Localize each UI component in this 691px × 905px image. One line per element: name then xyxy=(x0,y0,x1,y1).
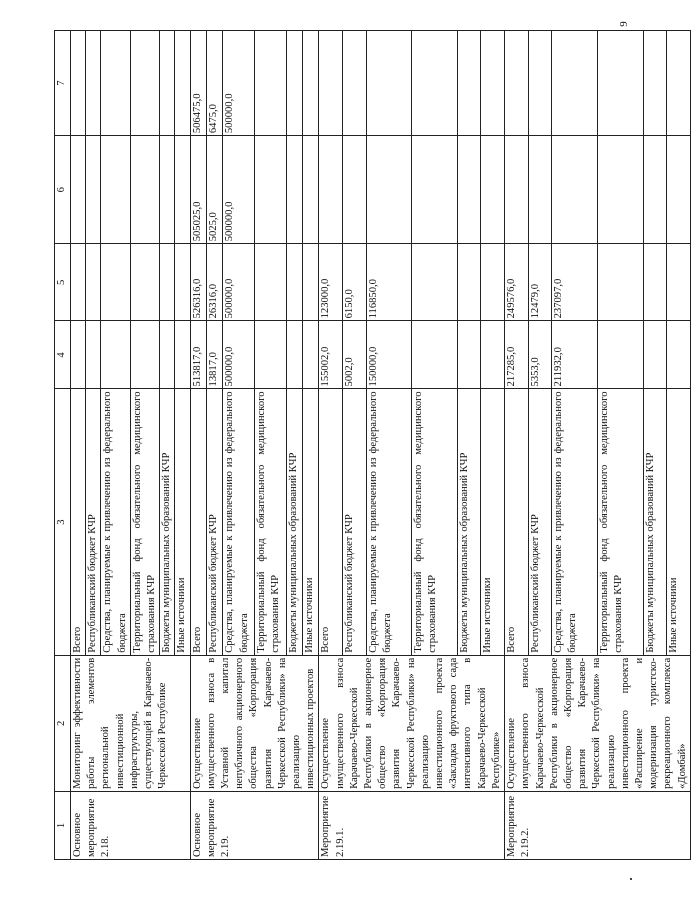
funding-source-cell: Иные источники xyxy=(303,389,319,655)
column-number: 3 xyxy=(55,389,71,655)
amount-cell xyxy=(457,244,481,321)
amount-cell xyxy=(71,136,86,244)
funding-source-cell: Территориальный фонд обязательного медицинского страхования КЧР xyxy=(255,389,287,655)
amount-cell xyxy=(255,244,287,321)
scan-dot xyxy=(630,878,632,880)
amount-cell xyxy=(303,31,319,136)
activity-id-cell: Основное мероприятие 2.18. xyxy=(71,791,191,859)
funding-table xyxy=(54,30,691,860)
funding-source-cell: Средства, планируемые к привлечению из федерального бюджета xyxy=(366,389,412,655)
amount-cell xyxy=(597,244,643,321)
funding-source-cell: Иные источники xyxy=(175,389,190,655)
activity-id-cell: Основное мероприятие 2.19. xyxy=(190,791,319,859)
funding-source-cell: Территориальный фонд обязательного медицинского страхования КЧР xyxy=(597,389,643,655)
amount-cell xyxy=(343,136,367,244)
table-row xyxy=(505,31,529,860)
amount-cell xyxy=(286,244,302,321)
amount-cell xyxy=(412,31,458,136)
amount-cell xyxy=(481,31,505,136)
activity-description-cell: Осуществление имущественного взноса Карачаево-Черкесской Республики в акционерное общество «Корпорация развития Карачаево-Черкесской Республики» на реализацию инвестиционного проекта «Расширение и модернизация туристско-рекреационного комплекса «Домбай» xyxy=(505,655,691,791)
funding-source-cell: Средства, планируемые к привлечению из федерального бюджета xyxy=(101,389,130,655)
funding-source-cell: Республиканский бюджет КЧР xyxy=(343,389,367,655)
table-row xyxy=(190,31,206,860)
column-number: 2 xyxy=(55,655,71,791)
amount-cell: 26316,0 xyxy=(206,244,222,321)
amount-cell: 500000,0 xyxy=(223,31,255,136)
amount-cell xyxy=(101,136,130,244)
amount-cell xyxy=(160,136,175,244)
amount-cell xyxy=(71,244,86,321)
amount-cell: 526316,0 xyxy=(190,244,206,321)
amount-cell xyxy=(366,136,412,244)
amount-cell: 12479,0 xyxy=(528,244,552,321)
amount-cell xyxy=(160,321,175,389)
amount-cell xyxy=(255,321,287,389)
amount-cell xyxy=(667,136,691,244)
amount-cell xyxy=(457,136,481,244)
column-number: 1 xyxy=(55,791,71,859)
amount-cell: 123000,0 xyxy=(319,244,343,321)
amount-cell xyxy=(286,321,302,389)
amount-cell xyxy=(160,31,175,136)
activity-description-cell: Осуществление имущественного взноса Карачаево-Черкесской Республики в акционерное общество «Корпорация развития Карачаево-Черкесской Республики» на реализацию инвестиционного проекта «Закладка фруктового сада интенсивного типа в Карачаево-Черкесской Республике» xyxy=(319,655,505,791)
amount-cell xyxy=(552,31,598,136)
amount-cell xyxy=(457,31,481,136)
amount-cell xyxy=(101,321,130,389)
amount-cell xyxy=(175,244,190,321)
amount-cell xyxy=(505,31,529,136)
funding-source-cell: Всего xyxy=(319,389,343,655)
amount-cell xyxy=(481,136,505,244)
amount-cell xyxy=(552,136,598,244)
amount-cell xyxy=(286,136,302,244)
funding-source-cell: Средства, планируемые к привлечению из федерального бюджета xyxy=(223,389,255,655)
amount-cell xyxy=(303,244,319,321)
table-row xyxy=(71,31,86,860)
amount-cell xyxy=(130,31,159,136)
amount-cell: 506475,0 xyxy=(190,31,206,136)
funding-source-cell: Территориальный фонд обязательного медицинского страхования КЧР xyxy=(130,389,159,655)
rotated-page-content xyxy=(54,30,688,860)
funding-source-cell: Бюджеты муниципальных образований КЧР xyxy=(160,389,175,655)
amount-cell xyxy=(319,136,343,244)
funding-source-cell: Бюджеты муниципальных образований КЧР xyxy=(457,389,481,655)
table-row xyxy=(319,31,343,860)
amount-cell xyxy=(101,244,130,321)
amount-cell xyxy=(597,136,643,244)
amount-cell xyxy=(597,321,643,389)
amount-cell xyxy=(303,136,319,244)
amount-cell xyxy=(86,244,101,321)
amount-cell xyxy=(86,31,101,136)
amount-cell: 249576,0 xyxy=(505,244,529,321)
funding-source-cell: Территориальный фонд обязательного медицинского страхования КЧР xyxy=(412,389,458,655)
amount-cell: 217285,0 xyxy=(505,321,529,389)
funding-source-cell: Республиканский бюджет КЧР xyxy=(206,389,222,655)
amount-cell: 13817,0 xyxy=(206,321,222,389)
amount-cell xyxy=(175,31,190,136)
column-number: 4 xyxy=(55,321,71,389)
funding-source-cell: Бюджеты муниципальных образований КЧР xyxy=(643,389,667,655)
amount-cell xyxy=(130,321,159,389)
amount-cell xyxy=(343,31,367,136)
amount-cell xyxy=(86,136,101,244)
amount-cell xyxy=(667,321,691,389)
funding-source-cell: Республиканский бюджет КЧР xyxy=(528,389,552,655)
amount-cell xyxy=(643,244,667,321)
amount-cell: 155002,0 xyxy=(319,321,343,389)
funding-source-cell: Всего xyxy=(71,389,86,655)
amount-cell: 150000,0 xyxy=(366,321,412,389)
funding-source-cell: Бюджеты муниципальных образований КЧР xyxy=(286,389,302,655)
amount-cell xyxy=(643,136,667,244)
amount-cell: 211932,0 xyxy=(552,321,598,389)
amount-cell xyxy=(457,321,481,389)
amount-cell xyxy=(71,31,86,136)
funding-source-cell: Средства, планируемые к привлечению из федерального бюджета xyxy=(552,389,598,655)
funding-source-cell: Иные источники xyxy=(481,389,505,655)
amount-cell: 5353,0 xyxy=(528,321,552,389)
amount-cell xyxy=(412,244,458,321)
amount-cell: 6475,0 xyxy=(206,31,222,136)
amount-cell: 505025,0 xyxy=(190,136,206,244)
amount-cell xyxy=(597,31,643,136)
amount-cell: 5002,0 xyxy=(343,321,367,389)
amount-cell xyxy=(160,244,175,321)
column-number: 7 xyxy=(55,31,71,136)
amount-cell xyxy=(481,244,505,321)
amount-cell: 5025,0 xyxy=(206,136,222,244)
column-number-row xyxy=(55,31,71,860)
amount-cell xyxy=(286,31,302,136)
amount-cell xyxy=(175,321,190,389)
amount-cell xyxy=(366,31,412,136)
amount-cell: 500000,0 xyxy=(223,244,255,321)
amount-cell: 6150,0 xyxy=(343,244,367,321)
amount-cell xyxy=(255,136,287,244)
amount-cell: 500000,0 xyxy=(223,136,255,244)
amount-cell: 116850,0 xyxy=(366,244,412,321)
amount-cell: 237097,0 xyxy=(552,244,598,321)
amount-cell xyxy=(481,321,505,389)
amount-cell xyxy=(505,136,529,244)
funding-source-cell: Иные источники xyxy=(667,389,691,655)
funding-source-cell: Республиканский бюджет КЧР xyxy=(86,389,101,655)
column-number: 6 xyxy=(55,136,71,244)
amount-cell xyxy=(175,136,190,244)
amount-cell xyxy=(643,31,667,136)
amount-cell xyxy=(412,136,458,244)
funding-source-cell: Всего xyxy=(190,389,206,655)
page-number: 9 xyxy=(618,21,630,27)
funding-source-cell: Всего xyxy=(505,389,529,655)
amount-cell xyxy=(528,31,552,136)
activity-description-cell: Мониторинг эффективности работы элементов региональной инвестиционной инфраструктуры, существующей в Карачаево-Черкесской Республике xyxy=(71,655,191,791)
amount-cell xyxy=(130,244,159,321)
amount-cell xyxy=(643,321,667,389)
activity-description-cell: Осуществление имущественного взноса в Уставной капитал непубличного акционерного общества «Корпорация развития Карачаево-Черкесской Республики» на реализацию инвестиционных проектов xyxy=(190,655,319,791)
activity-id-cell: Мероприятие 2.19.1. xyxy=(319,791,505,859)
amount-cell xyxy=(71,321,86,389)
amount-cell xyxy=(101,31,130,136)
amount-cell xyxy=(319,31,343,136)
amount-cell xyxy=(130,136,159,244)
amount-cell xyxy=(667,244,691,321)
rotated-table-area xyxy=(54,30,688,860)
amount-cell: 513817,0 xyxy=(190,321,206,389)
column-number: 5 xyxy=(55,244,71,321)
amount-cell xyxy=(412,321,458,389)
amount-cell xyxy=(255,31,287,136)
amount-cell xyxy=(86,321,101,389)
amount-cell: 500000,0 xyxy=(223,321,255,389)
activity-id-cell: Мероприятие 2.19.2. xyxy=(505,791,691,859)
amount-cell xyxy=(303,321,319,389)
amount-cell xyxy=(667,31,691,136)
amount-cell xyxy=(528,136,552,244)
